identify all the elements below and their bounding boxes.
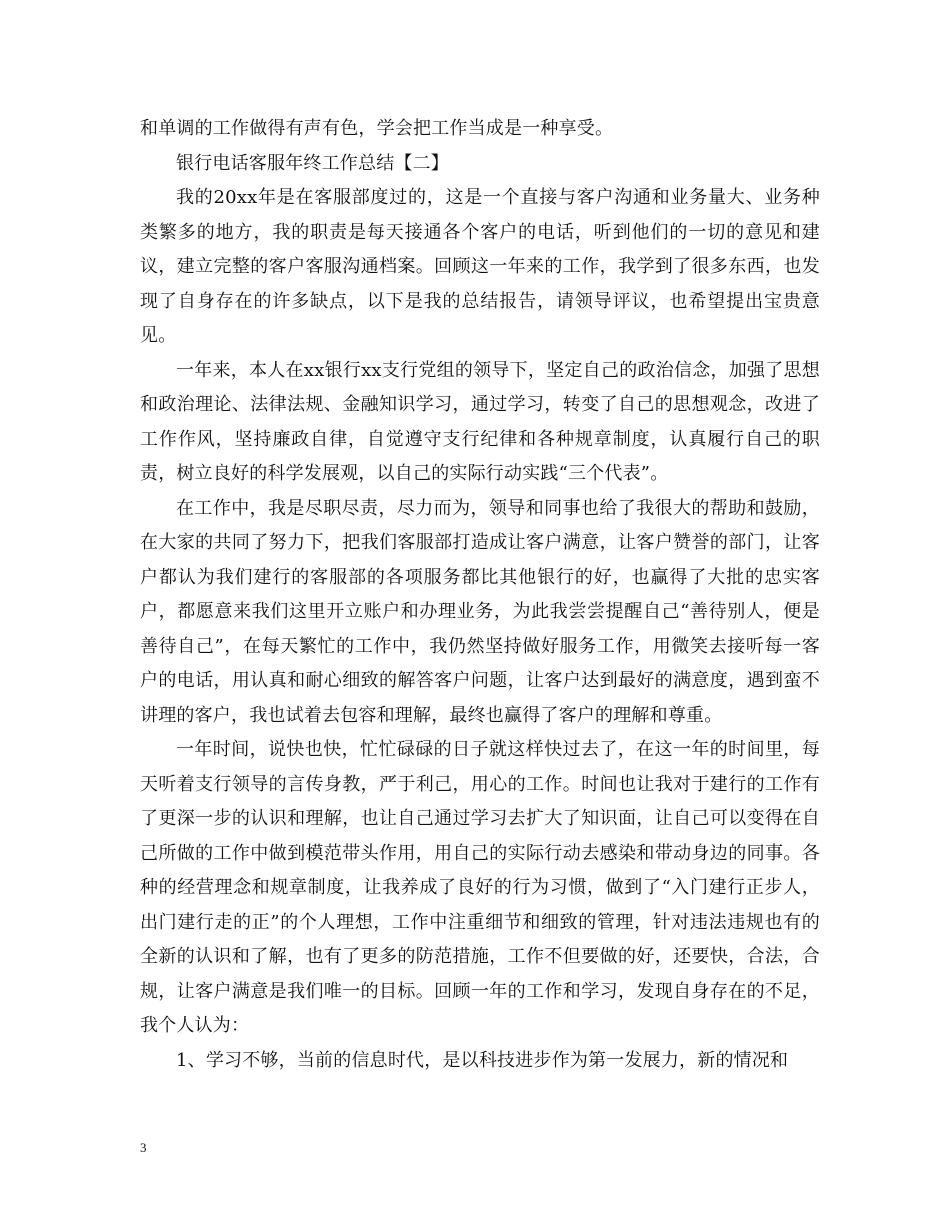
page-number: 3 [140,1140,147,1155]
paragraph-work-performance: 在工作中，我是尽职尽责，尽力而为，领导和同事也给了我很大的帮助和鼓励，在大家的共同了努力下，把我们客服部打造成让客户满意，让客户赞誉的部门，让客户都认为我们建行的客服部的各项服务都比其他银行的好，也赢得了大批的忠实客户，都愿意来我们这里开立账户和办理业务，为此我尝尝提醒自己“善待别人，便是善待自己”，在每天繁忙的工作中，我仍然坚持做好服务工作，用微笑去接听每一客户的电话，用认真和耐心细致的解答客户问题，让客户达到最好的满意度，遇到蛮不讲理的客户，我也试着去包容和理解，最终也赢得了客户的理解和尊重。 [140,497,820,726]
section-heading: 银行电话客服年终工作总结【二】 [176,152,449,174]
paragraph-intro: 我的20xx年是在客服部度过的，这是一个直接与客户沟通和业务量大、业务种类繁多的地方，我的职责是每天接通各个客户的电话，听到他们的一切的意见和建议，建立完整的客户客服沟通档案。回顾这一年来的工作，我学到了很多东西，也发现了自身存在的许多缺点，以下是我的总结报告，请领导评议，也希望提出宝贵意见。 [140,187,820,346]
paragraph-continuation: 和单调的工作做得有声有色，学会把工作当成是一种享受。 [140,118,614,139]
paragraph-political-study: 一年来，本人在xx银行xx支行党组的领导下，坚定自己的政治信念，加强了思想和政治理论、法律法规、金融知识学习，通过学习，转变了自己的思想观念，改进了工作作风，坚持廉政自律，自觉遵守支行纪律和各种规章制度，认真履行自己的职责，树立良好的科学发展观，以自己的实际行动实践“三个代表”。 [140,359,820,484]
paragraph-year-review: 一年时间，说快也快，忙忙碌碌的日子就这样快过去了，在这一年的时间里，每天听着支行领导的言传身教，严于利己，用心的工作。时间也让我对于建行的工作有了更深一步的认识和理解，也让自己通过学习去扩大了知识面，让自己可以变得在自己所做的工作中做到模范带头作用，用自己的实际行动去感染和带动身边的同事。各种的经营理念和规章制度，让我养成了良好的行为习惯，做到了“入门建行正步人，出门建行走的正”的个人理想，工作中注重细节和细致的管理，针对违法违规也有的全新的认识和了解，也有了更多的防范措施，工作不但要做的好，还要快，合法，合规，让客户满意是我们唯一的目标。回顾一年的工作和学习，发现自身存在的不足，我个人认为： [140,739,820,1036]
paragraph-shortcoming-1: 1、学习不够，当前的信息时代，是以科技进步作为第一发展力，新的情况和 [176,1049,789,1071]
document-body [140,112,820,1078]
